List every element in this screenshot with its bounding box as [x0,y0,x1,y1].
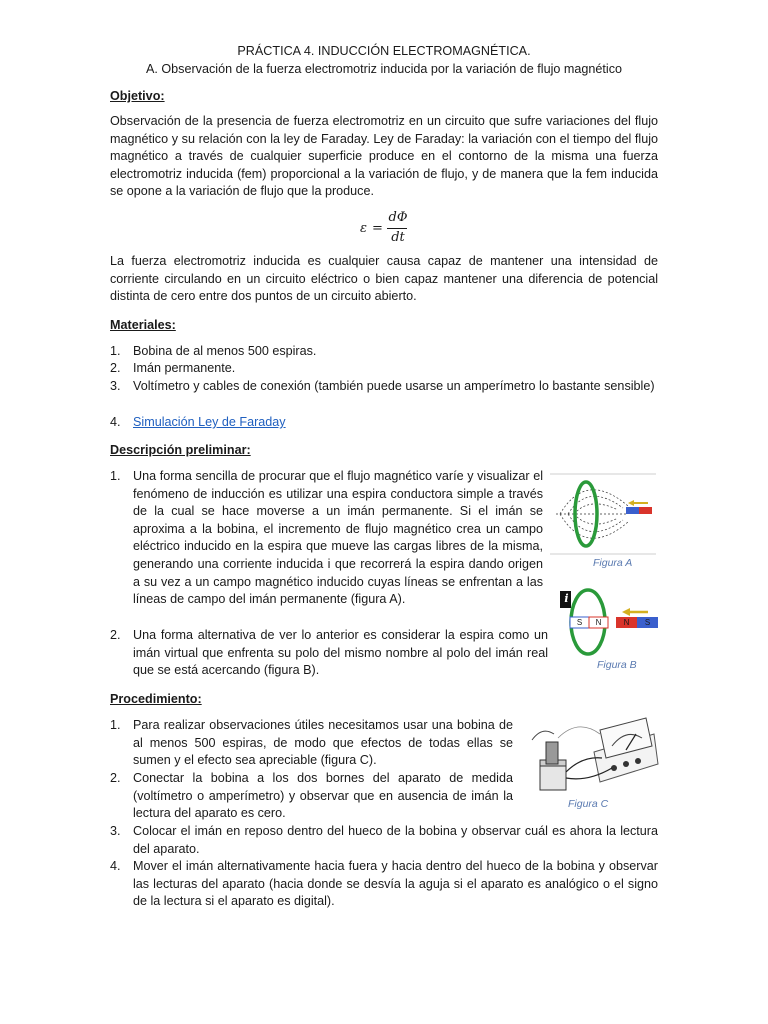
figure-a-caption: Figura A [593,557,633,569]
page-subtitle: A. Observación de la fuerza electromotriz inducida por la variación de flujo magnético [145,62,622,76]
faraday-simulation-link[interactable]: Simulación Ley de Faraday [133,415,286,429]
list-number: 1. [110,344,121,358]
formula-denominator: dt [391,230,405,245]
list-number: 2. [110,361,121,375]
material-item: Voltímetro y cables de conexión (también puede usarse un amperímetro lo bastante sensible) [133,379,655,393]
figure-b-current-label: i [564,592,569,605]
formula-fraction-bar [387,228,407,229]
figure-c-image [522,712,660,796]
figure-b-caption: Figura B [597,659,637,671]
figure-b-pole: S [576,618,583,627]
list-number: 2. [110,771,121,785]
material-item: Imán permanente. [133,361,236,375]
descripcion-item: Una forma sencilla de procurar que el flujo magnético varíe y visualizar el fenómeno de inducción es utilizar una espira conductora simple a través de la cual se hace moverse a un imán permanente. Si el imán se aproxima a la bobina, el incremento de flujo magnético crea un campo eléctrico inducido en la espira que mueve las cargas libres de la misma, generando una corriente inducida i que recorrerá la espira dando origen a su vez a un campo magnético inducido cuyas líneas se enfrentan a las líneas de campo del imán permanente (figura A). [133,469,543,607]
faraday-formula [360,210,420,246]
list-number: 4. [110,415,121,429]
list-number: 4. [110,859,121,873]
descripcion-item: Una forma alternativa de ver lo anterior es considerar la espira como un imán virtual que enfrenta su polo del mismo nombre al polo del imán real que se está acercando (figura B). [133,628,548,678]
figure-b-pole: N [595,618,602,627]
procedimiento-item: Mover el imán alternativamente hacia fuera y hacia dentro del hueco de la bobina y observar las lecturas del aparato (hacia donde se desvía la aguja si el aparato es analógico o el signo de la lectura si el aparato es digital). [133,859,658,909]
list-number: 2. [110,628,121,642]
fem-paragraph: La fuerza electromotriz inducida es cualquier causa capaz de mantener una intensidad de corriente circulando en un circuito eléctrico o bien capaz mantener una diferencia de potencial distinta de cero entre dos puntos de un circuito abierto. [110,254,658,304]
material-item: Bobina de al menos 500 espiras. [133,344,317,358]
figure-b-pole: S [644,618,651,627]
formula-emf: ε [360,221,367,236]
figure-a-image [548,472,658,556]
procedimiento-heading: Procedimiento: [110,692,202,706]
list-number: 1. [110,718,121,732]
list-number: 3. [110,824,121,838]
list-number: 1. [110,469,121,483]
formula-numerator: dΦ [388,210,408,225]
objetivo-heading: Objetivo: [110,89,165,103]
procedimiento-item: Conectar la bobina a los dos bornes del aparato de medida (voltímetro o amperímetro) y observar que en ausencia de imán la lectura del aparato es cero. [133,771,513,821]
figure-b-pole: N [623,618,630,627]
figure-c-caption: Figura C [568,798,609,810]
procedimiento-item: Para realizar observaciones útiles necesitamos usar una bobina de al menos 500 espiras, de modo que efectos de todas ellas se sumen y el efecto sea apreciable (figura C). [133,718,513,768]
procedimiento-item: Colocar el imán en reposo dentro del hueco de la bobina y observar cuál es ahora la lectura del aparato. [133,824,658,856]
page-title: PRÁCTICA 4. INDUCCIÓN ELECTROMAGNÉTICA. [237,44,531,58]
formula-equals: = [372,221,383,236]
list-number: 3. [110,379,121,393]
materiales-heading: Materiales: [110,318,176,332]
objetivo-paragraph: Observación de la presencia de fuerza electromotriz en un circuito que sufre variaciones del flujo magnético y su relación con la ley de Faraday. Ley de Faraday: la variación con el tiempo del flujo magnético a través de cualquier superficie produce en el contorno de la misma una fuerza electromotriz inducida (fem) proporcional a la variación de flujo, y de manera que la fem inducida se opone a la variación de flujo que la produce. [110,114,658,199]
descripcion-heading: Descripción preliminar: [110,443,251,457]
